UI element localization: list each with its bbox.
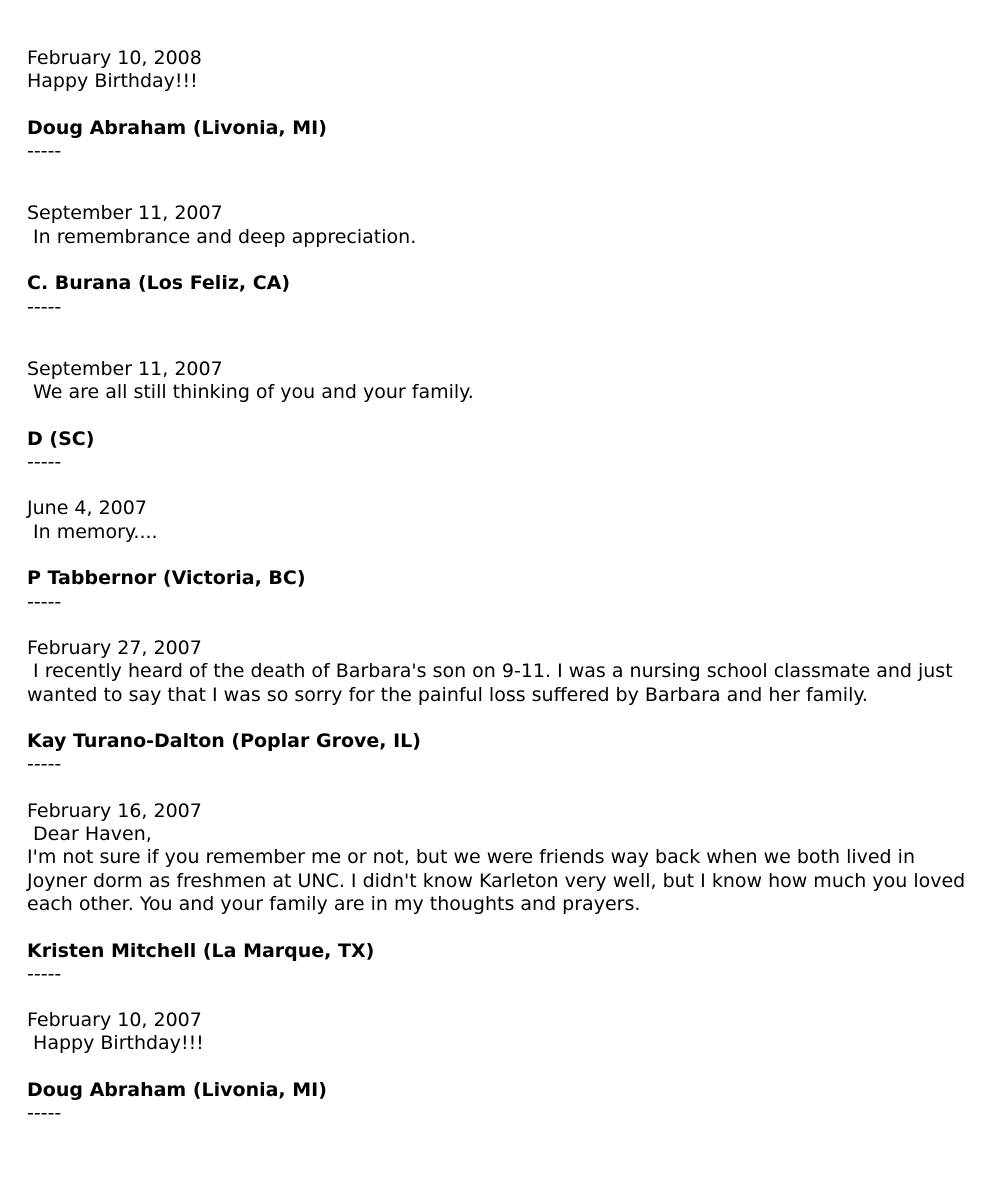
entry-separator: ----- [27,753,62,776]
guestbook-entry [27,497,973,613]
guestbook-entry [27,202,973,318]
entry-date: June 4, 2007 [27,497,147,520]
entry-date: February 10, 2007 [27,1009,202,1032]
entry-author: Doug Abraham (Livonia, MI) [27,1078,327,1101]
entry-date: February 16, 2007 [27,799,202,822]
entry-author: Kristen Mitchell (La Marque, TX) [27,939,375,962]
entry-message: Happy Birthday!!! [27,70,198,93]
entry-separator: ----- [27,962,62,985]
entry-date: February 10, 2008 [27,47,202,69]
entry-separator: ----- [27,451,62,474]
entry-author: Kay Turano-Dalton (Poplar Grove, IL) [27,730,421,753]
entry-date: February 27, 2007 [27,636,202,659]
entry-author: P Tabbernor (Victoria, BC) [27,567,306,590]
entry-author: C. Burana (Los Feliz, CA) [27,272,291,295]
entry-separator: ----- [27,295,62,318]
entry-separator: ----- [27,1102,62,1125]
entry-author: Doug Abraham (Livonia, MI) [27,116,327,139]
entry-message: I recently heard of the death of Barbara's son on 9-11. I was a nursing school classmate and just wanted to say that I was so sorry for the painful loss suffered by Barbara and her family. [27,660,959,706]
guestbook-entry [27,47,973,163]
entry-message: Dear Haven, I'm not sure if you remember me or not, but we were friends way back when we both lived in Joyner dorm as freshmen at UNC. I didn't know Karleton very well, but I know how much you loved each other. You and your family are in my thoughts and prayers. [27,823,966,915]
entry-date: September 11, 2007 [27,202,223,225]
entry-message: In memory.... [27,520,158,543]
entry-separator: ----- [27,140,62,163]
guestbook-entry [27,358,973,474]
entry-message: We are all still thinking of you and your family. [27,381,474,404]
entry-separator: ----- [27,590,62,613]
guestbook-entry [27,1009,973,1125]
entry-message: In remembrance and deep appreciation. [27,225,417,248]
entry-author: D (SC) [27,427,95,450]
entry-date: September 11, 2007 [27,357,223,380]
guestbook-entry [27,637,973,777]
guestbook-entry [27,800,973,986]
entry-message: Happy Birthday!!! [27,1032,204,1055]
